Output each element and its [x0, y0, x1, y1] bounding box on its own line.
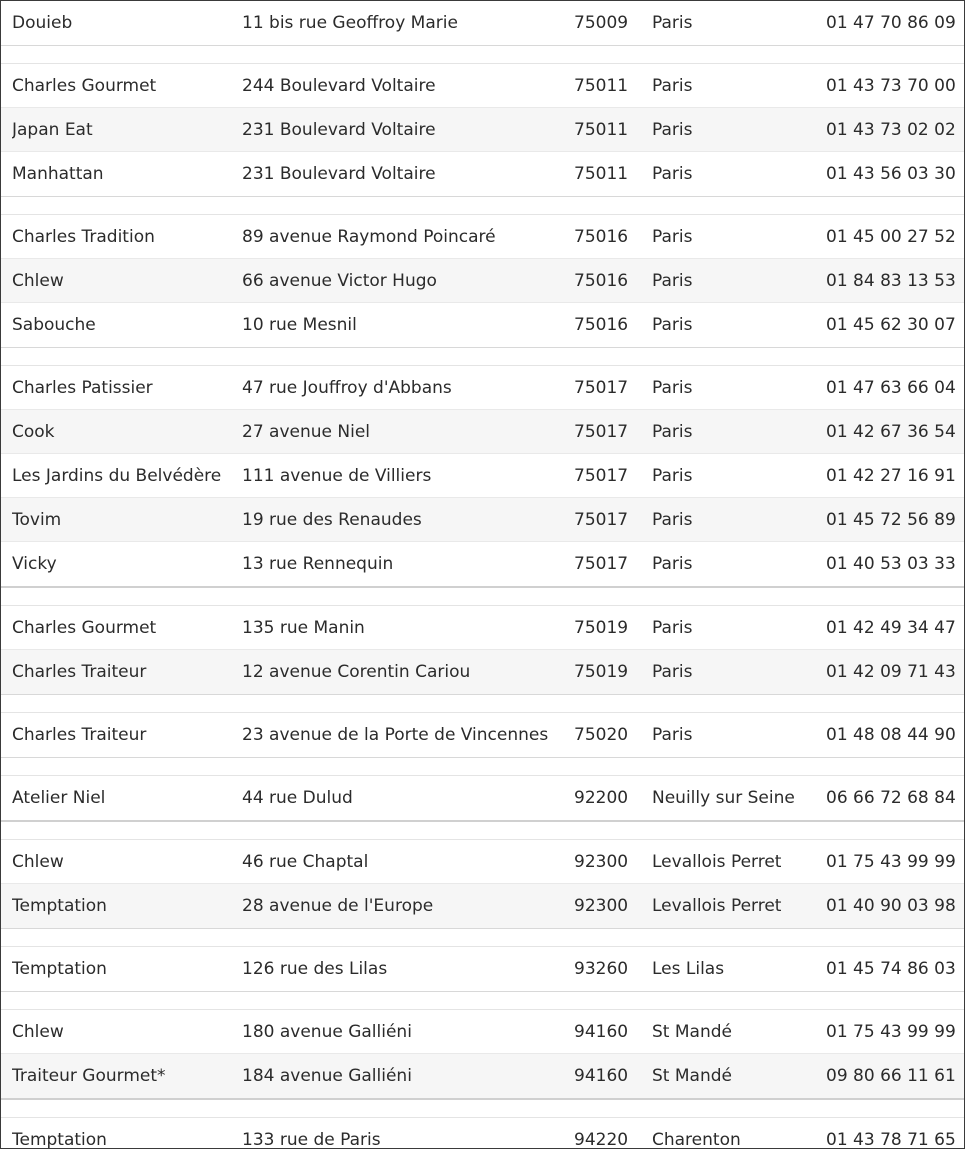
phone-number: 09 80 66 11 61	[826, 1066, 956, 1086]
shop-name: Traiteur Gourmet*	[12, 1066, 166, 1086]
postal-code: 75016	[574, 271, 629, 291]
phone-number: 01 43 73 70 00	[826, 76, 956, 96]
shop-address: 11 bis rue Geoffroy Marie	[242, 13, 458, 33]
postal-code: 94220	[574, 1130, 629, 1149]
shop-name: Temptation	[12, 959, 107, 979]
shop-address: 44 rue Dulud	[242, 788, 353, 808]
postal-code: 92300	[574, 852, 629, 872]
postal-code: 75016	[574, 227, 629, 247]
shop-address: 126 rue des Lilas	[242, 959, 388, 979]
shop-name: Vicky	[12, 554, 57, 574]
shop-name: Chlew	[12, 852, 64, 872]
phone-number: 01 42 09 71 43	[826, 662, 956, 682]
table-row	[1, 1054, 964, 1098]
shop-address: 133 rue de Paris	[242, 1130, 381, 1149]
phone-number: 01 75 43 99 99	[826, 1022, 956, 1042]
phone-number: 01 40 90 03 98	[826, 896, 956, 916]
phone-number: 01 42 67 36 54	[826, 422, 956, 442]
postal-group	[1, 214, 964, 348]
shop-address: 46 rue Chaptal	[242, 852, 369, 872]
phone-number: 01 84 83 13 53	[826, 271, 956, 291]
group-spacer	[1, 822, 964, 839]
table-row	[1, 1118, 964, 1149]
postal-group	[1, 839, 964, 929]
group-spacer	[1, 758, 964, 775]
postal-code: 75019	[574, 618, 629, 638]
table-row	[1, 303, 964, 347]
postal-group	[1, 1009, 964, 1100]
city-name: Paris	[652, 554, 693, 574]
postal-code: 75009	[574, 13, 629, 33]
shop-name: Charles Gourmet	[12, 618, 157, 638]
table-row	[1, 366, 964, 410]
postal-group	[1, 63, 964, 197]
postal-code: 75017	[574, 422, 629, 442]
postal-group	[1, 712, 964, 758]
phone-number: 01 42 27 16 91	[826, 466, 956, 486]
city-name: Paris	[652, 466, 693, 486]
postal-code: 75011	[574, 120, 629, 140]
table-row	[1, 152, 964, 196]
group-spacer	[1, 992, 964, 1009]
shop-name: Cook	[12, 422, 55, 442]
shop-address: 111 avenue de Villiers	[242, 466, 432, 486]
postal-code: 75020	[574, 725, 629, 745]
postal-group	[1, 1117, 964, 1149]
city-name: Levallois Perret	[652, 896, 782, 916]
table-row	[1, 542, 964, 586]
shop-name: Douieb	[12, 13, 73, 33]
postal-code: 75019	[574, 662, 629, 682]
postal-code: 92200	[574, 788, 629, 808]
group-spacer	[1, 588, 964, 605]
city-name: St Mandé	[652, 1022, 732, 1042]
shop-address: 184 avenue Galliéni	[242, 1066, 412, 1086]
shop-name: Temptation	[12, 896, 107, 916]
shop-address: 28 avenue de l'Europe	[242, 896, 434, 916]
city-name: Les Lilas	[652, 959, 725, 979]
table-row	[1, 650, 964, 694]
city-name: Paris	[652, 422, 693, 442]
phone-number: 06 66 72 68 84	[826, 788, 956, 808]
shop-address: 23 avenue de la Porte de Vincennes	[242, 725, 549, 745]
city-name: Paris	[652, 164, 693, 184]
phone-number: 01 45 62 30 07	[826, 315, 956, 335]
city-name: Paris	[652, 378, 693, 398]
postal-group	[1, 365, 964, 588]
group-spacer	[1, 695, 964, 712]
group-spacer	[1, 348, 964, 365]
shop-address: 244 Boulevard Voltaire	[242, 76, 436, 96]
table-row	[1, 884, 964, 928]
postal-group	[1, 775, 964, 822]
postal-group	[1, 946, 964, 992]
table-row	[1, 1, 964, 45]
city-name: Paris	[652, 120, 693, 140]
shop-address: 27 avenue Niel	[242, 422, 371, 442]
table-row	[1, 215, 964, 259]
table-row	[1, 108, 964, 152]
table-row	[1, 713, 964, 757]
postal-code: 92300	[574, 896, 629, 916]
postal-code: 75011	[574, 164, 629, 184]
phone-number: 01 43 78 71 65	[826, 1130, 956, 1149]
shop-name: Chlew	[12, 271, 64, 291]
table-row	[1, 498, 964, 542]
city-name: Paris	[652, 76, 693, 96]
shop-address: 89 avenue Raymond Poincaré	[242, 227, 496, 247]
shop-name: Sabouche	[12, 315, 96, 335]
city-name: Paris	[652, 618, 693, 638]
shop-name: Charles Traiteur	[12, 662, 147, 682]
phone-number: 01 42 49 34 47	[826, 618, 956, 638]
shop-address: 47 rue Jouffroy d'Abbans	[242, 378, 452, 398]
postal-code: 75017	[574, 378, 629, 398]
postal-group	[1, 605, 964, 695]
phone-number: 01 47 63 66 04	[826, 378, 956, 398]
postal-code: 75017	[574, 510, 629, 530]
city-name: Paris	[652, 315, 693, 335]
shop-name: Charles Traiteur	[12, 725, 147, 745]
phone-number: 01 48 08 44 90	[826, 725, 956, 745]
table-row	[1, 776, 964, 820]
shop-name: Chlew	[12, 1022, 64, 1042]
shop-address: 135 rue Manin	[242, 618, 365, 638]
city-name: Levallois Perret	[652, 852, 782, 872]
postal-group	[1, 1, 964, 46]
postal-code: 94160	[574, 1022, 629, 1042]
postal-code: 75016	[574, 315, 629, 335]
shop-address: 13 rue Rennequin	[242, 554, 394, 574]
shop-name: Temptation	[12, 1130, 107, 1149]
shop-name: Tovim	[12, 510, 62, 530]
postal-code: 75017	[574, 554, 629, 574]
city-name: Charenton	[652, 1130, 741, 1149]
postal-code: 93260	[574, 959, 629, 979]
city-name: Paris	[652, 227, 693, 247]
group-spacer	[1, 197, 964, 214]
phone-number: 01 75 43 99 99	[826, 852, 956, 872]
shop-address: 231 Boulevard Voltaire	[242, 120, 436, 140]
shop-name: Japan Eat	[12, 120, 93, 140]
table-row	[1, 410, 964, 454]
city-name: Paris	[652, 725, 693, 745]
shop-name: Manhattan	[12, 164, 104, 184]
table-row	[1, 840, 964, 884]
city-name: Paris	[652, 662, 693, 682]
group-spacer	[1, 929, 964, 946]
shop-address: 19 rue des Renaudes	[242, 510, 422, 530]
phone-number: 01 40 53 03 33	[826, 554, 956, 574]
table-row	[1, 947, 964, 991]
postal-code: 75017	[574, 466, 629, 486]
shop-address: 10 rue Mesnil	[242, 315, 357, 335]
phone-number: 01 45 72 56 89	[826, 510, 956, 530]
table-row	[1, 64, 964, 108]
phone-number: 01 47 70 86 09	[826, 13, 956, 33]
table-row	[1, 259, 964, 303]
city-name: Paris	[652, 510, 693, 530]
postal-code: 94160	[574, 1066, 629, 1086]
city-name: Paris	[652, 13, 693, 33]
table-row	[1, 1010, 964, 1054]
shop-name: Les Jardins du Belvédère	[12, 466, 222, 486]
phone-number: 01 43 56 03 30	[826, 164, 956, 184]
table-row	[1, 454, 964, 498]
shop-name: Atelier Niel	[12, 788, 106, 808]
shop-name: Charles Patissier	[12, 378, 153, 398]
city-name: Paris	[652, 271, 693, 291]
shop-name: Charles Gourmet	[12, 76, 157, 96]
shop-address: 66 avenue Victor Hugo	[242, 271, 437, 291]
table-row	[1, 606, 964, 650]
shop-address: 12 avenue Corentin Cariou	[242, 662, 471, 682]
group-spacer	[1, 46, 964, 63]
phone-number: 01 43 73 02 02	[826, 120, 956, 140]
city-name: Neuilly sur Seine	[652, 788, 795, 808]
phone-number: 01 45 74 86 03	[826, 959, 956, 979]
phone-number: 01 45 00 27 52	[826, 227, 956, 247]
city-name: St Mandé	[652, 1066, 732, 1086]
group-spacer	[1, 1100, 964, 1117]
shop-address: 180 avenue Galliéni	[242, 1022, 412, 1042]
shop-address: 231 Boulevard Voltaire	[242, 164, 436, 184]
shop-name: Charles Tradition	[12, 227, 155, 247]
postal-code: 75011	[574, 76, 629, 96]
